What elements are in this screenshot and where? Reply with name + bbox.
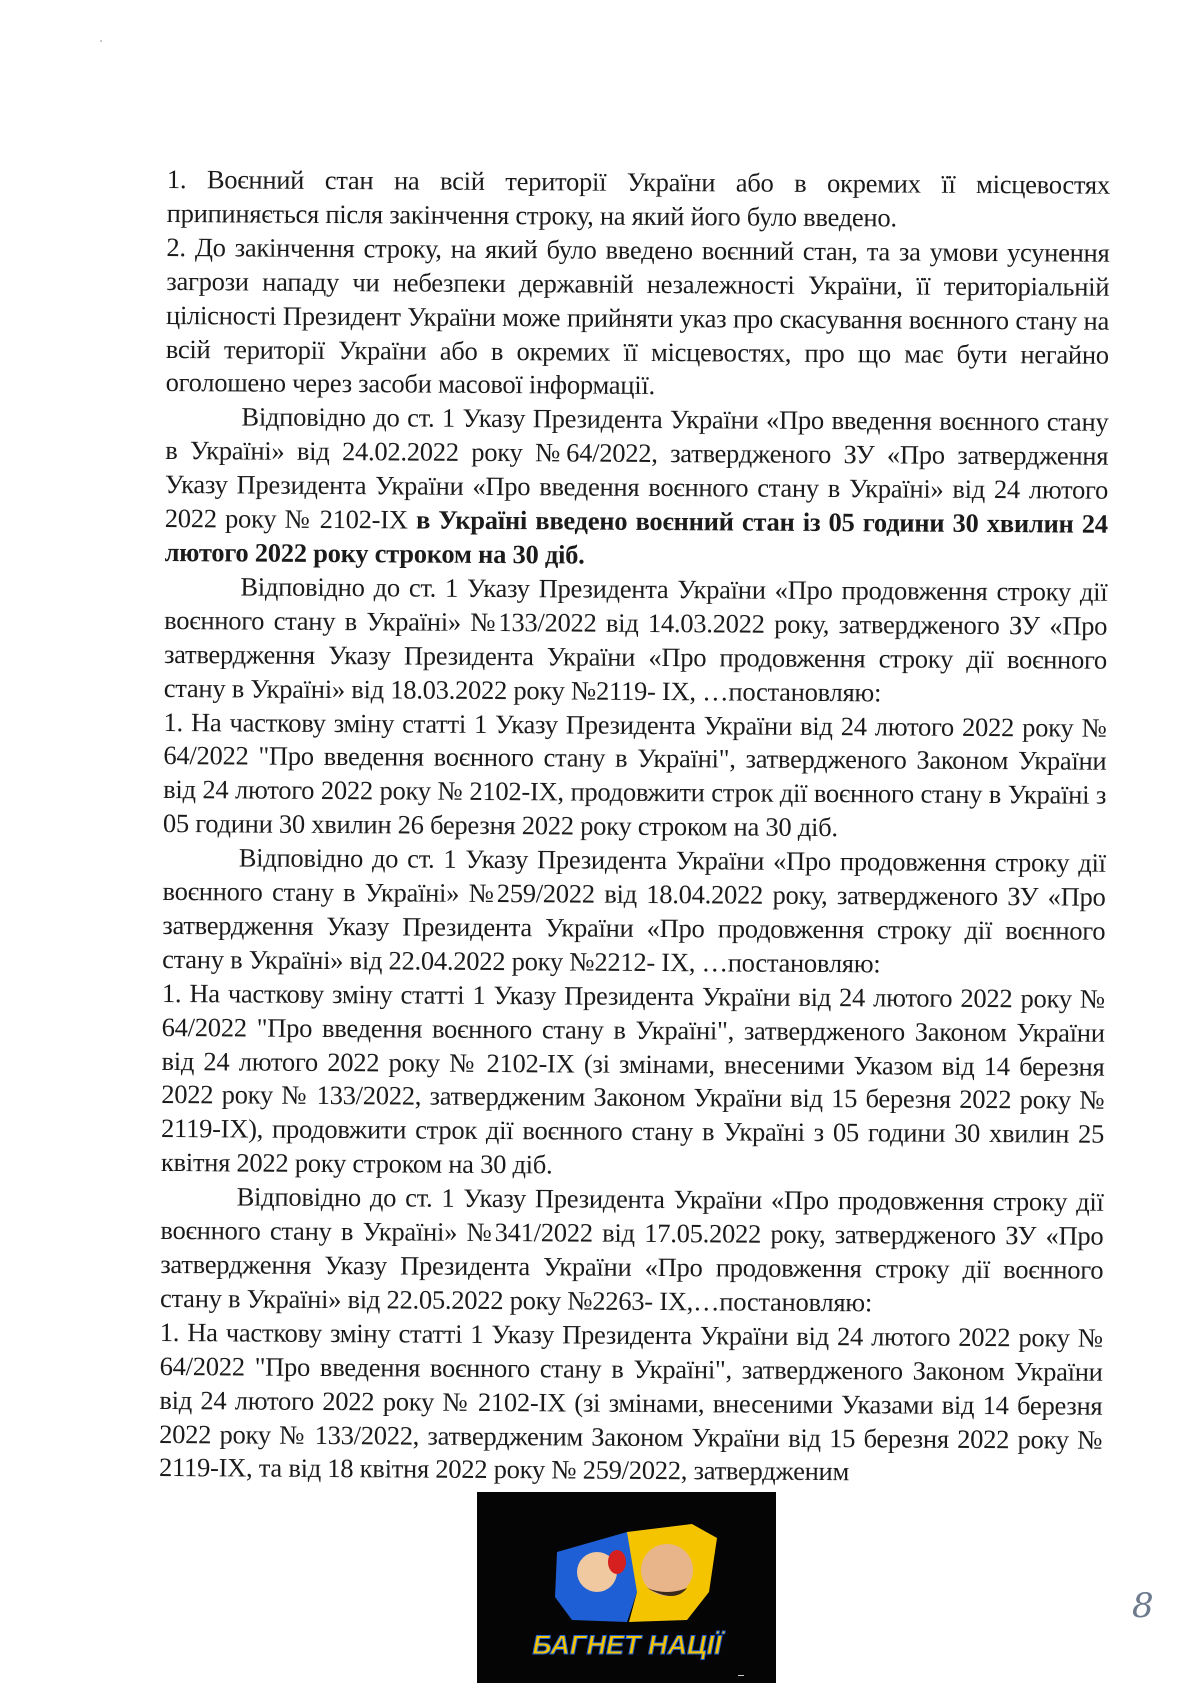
decree-64-paragraph: [165, 400, 1109, 575]
page-number: 8: [1132, 1586, 1154, 1626]
decree-259-item: 1. На часткову зміну статті 1 Указу Президента України від 24 лютого 2022 року № 64/2022 "Про введення воєнного стану в Україні", затвердженого Законом України від 24 лютого 2022 року № 2102-IX (зі змінами, внесеними Указом від 14 березня 2022 року № 133/2022, затвердженим Законом України від 15 березня 2022 року № 2119-IX), продовжити строк дії воєнного стану в Україні з 05 години 30 хвилин 25 квітня 2022 року строком на 30 діб.: [160, 977, 1106, 1180]
decree-341-item: 1. На часткову зміну статті 1 Указу Президента України від 24 лютого 2022 року № 64/2022 "Про введення воєнного стану в Україні", затвердженого Законом України від 24 лютого 2022 року № 2102-IX (зі змінами, внесеними Указами від 14 березня 2022 року № 133/2022, затвердженим Законом України від 15 березня 2022 року № 2119-IX, та від 18 квітня 2022 року № 259/2022, затвердженим: [158, 1316, 1103, 1487]
decree-341-intro: Відповідно до ст. 1 Указу Президента України «Про продовження строку дії воєнного стану в Україні» №341/2022 від 17.05.2022 року, затвердженого ЗУ «Про затвердження Указу Президента України «Про продовження строку дії воєнного стану в Україні» від 22.05.2022 року №2263- IX,…постановляю:: [159, 1181, 1104, 1318]
logo-right-face: [641, 1544, 693, 1596]
decree-259-intro: Відповідно до ст. 1 Указу Президента України «Про продовження строку дії воєнного стану в Україні» №259/2022 від 18.04.2022 року, затвердженого ЗУ «Про затвердження Указу Президента України «Про продовження строку дії воєнного стану в Україні» від 22.04.2022 року №2212- IX, …постановляю:: [162, 842, 1106, 979]
decree-64-text: Відповідно до ст. 1 Указу Президента України «Про введення воєнного стану в Україні» від 24.02.2022 року №64/2022, затвердженого ЗУ «Про затвердження Указу Президента України «Про введення воєнного стану в Україні» від 24 лютого 2022 року № 2102-IX: [164, 401, 1109, 535]
paragraph-1: 1. Воєнний стан на всій території України або в окремих її місцевостях припиняється після закінчення строку, на який його було введено.: [166, 163, 1110, 233]
logo-flower-icon: [608, 1550, 626, 1574]
decree-133-item: 1. На часткову зміну статті 1 Указу Президента України від 24 лютого 2022 року № 64/2022 "Про введення воєнного стану в Україні", затвердженого Законом України від 24 лютого 2022 року № 2102-IX, продовжити строк дії воєнного стану в Україні з 05 години 30 хвилин 26 березня 2022 року строком на 30 діб.: [162, 706, 1107, 843]
scan-speck-bottom: [738, 1675, 744, 1676]
decree-64-bold-text: в Україні введено воєнний стан із 05 години 30 хвилин 24 лютого 2022 року строком на 30 діб.: [164, 504, 1108, 570]
logo-text: БАГНЕТ НАЦІЇ: [532, 1630, 722, 1660]
bagnet-natsii-logo-image: [477, 1492, 776, 1683]
decree-133-intro: Відповідно до ст. 1 Указу Президента України «Про продовження строку дії воєнного стану в Україні» №133/2022 від 14.03.2022 року, затвердженого ЗУ «Про затвердження Указу Президента України «Про продовження строку дії воєнного стану в Україні» від 18.03.2022 року №2119- IX, …постановляю:: [163, 571, 1108, 707]
paragraph-2: 2. До закінчення строку, на який було введено воєнний стан, та за умови усунення загрози нападу чи небезпеки державній незалежності України, її територіальній цілісності Президент України може прийняти указ про скасування воєнного стану на всій території України або в окремих її місцевостях, про що має бути негайно оголошено через засоби масової інформації.: [165, 231, 1110, 401]
document-body: [159, 163, 1110, 1491]
scan-speck: [100, 40, 102, 42]
watermark-logo: [477, 1492, 776, 1683]
